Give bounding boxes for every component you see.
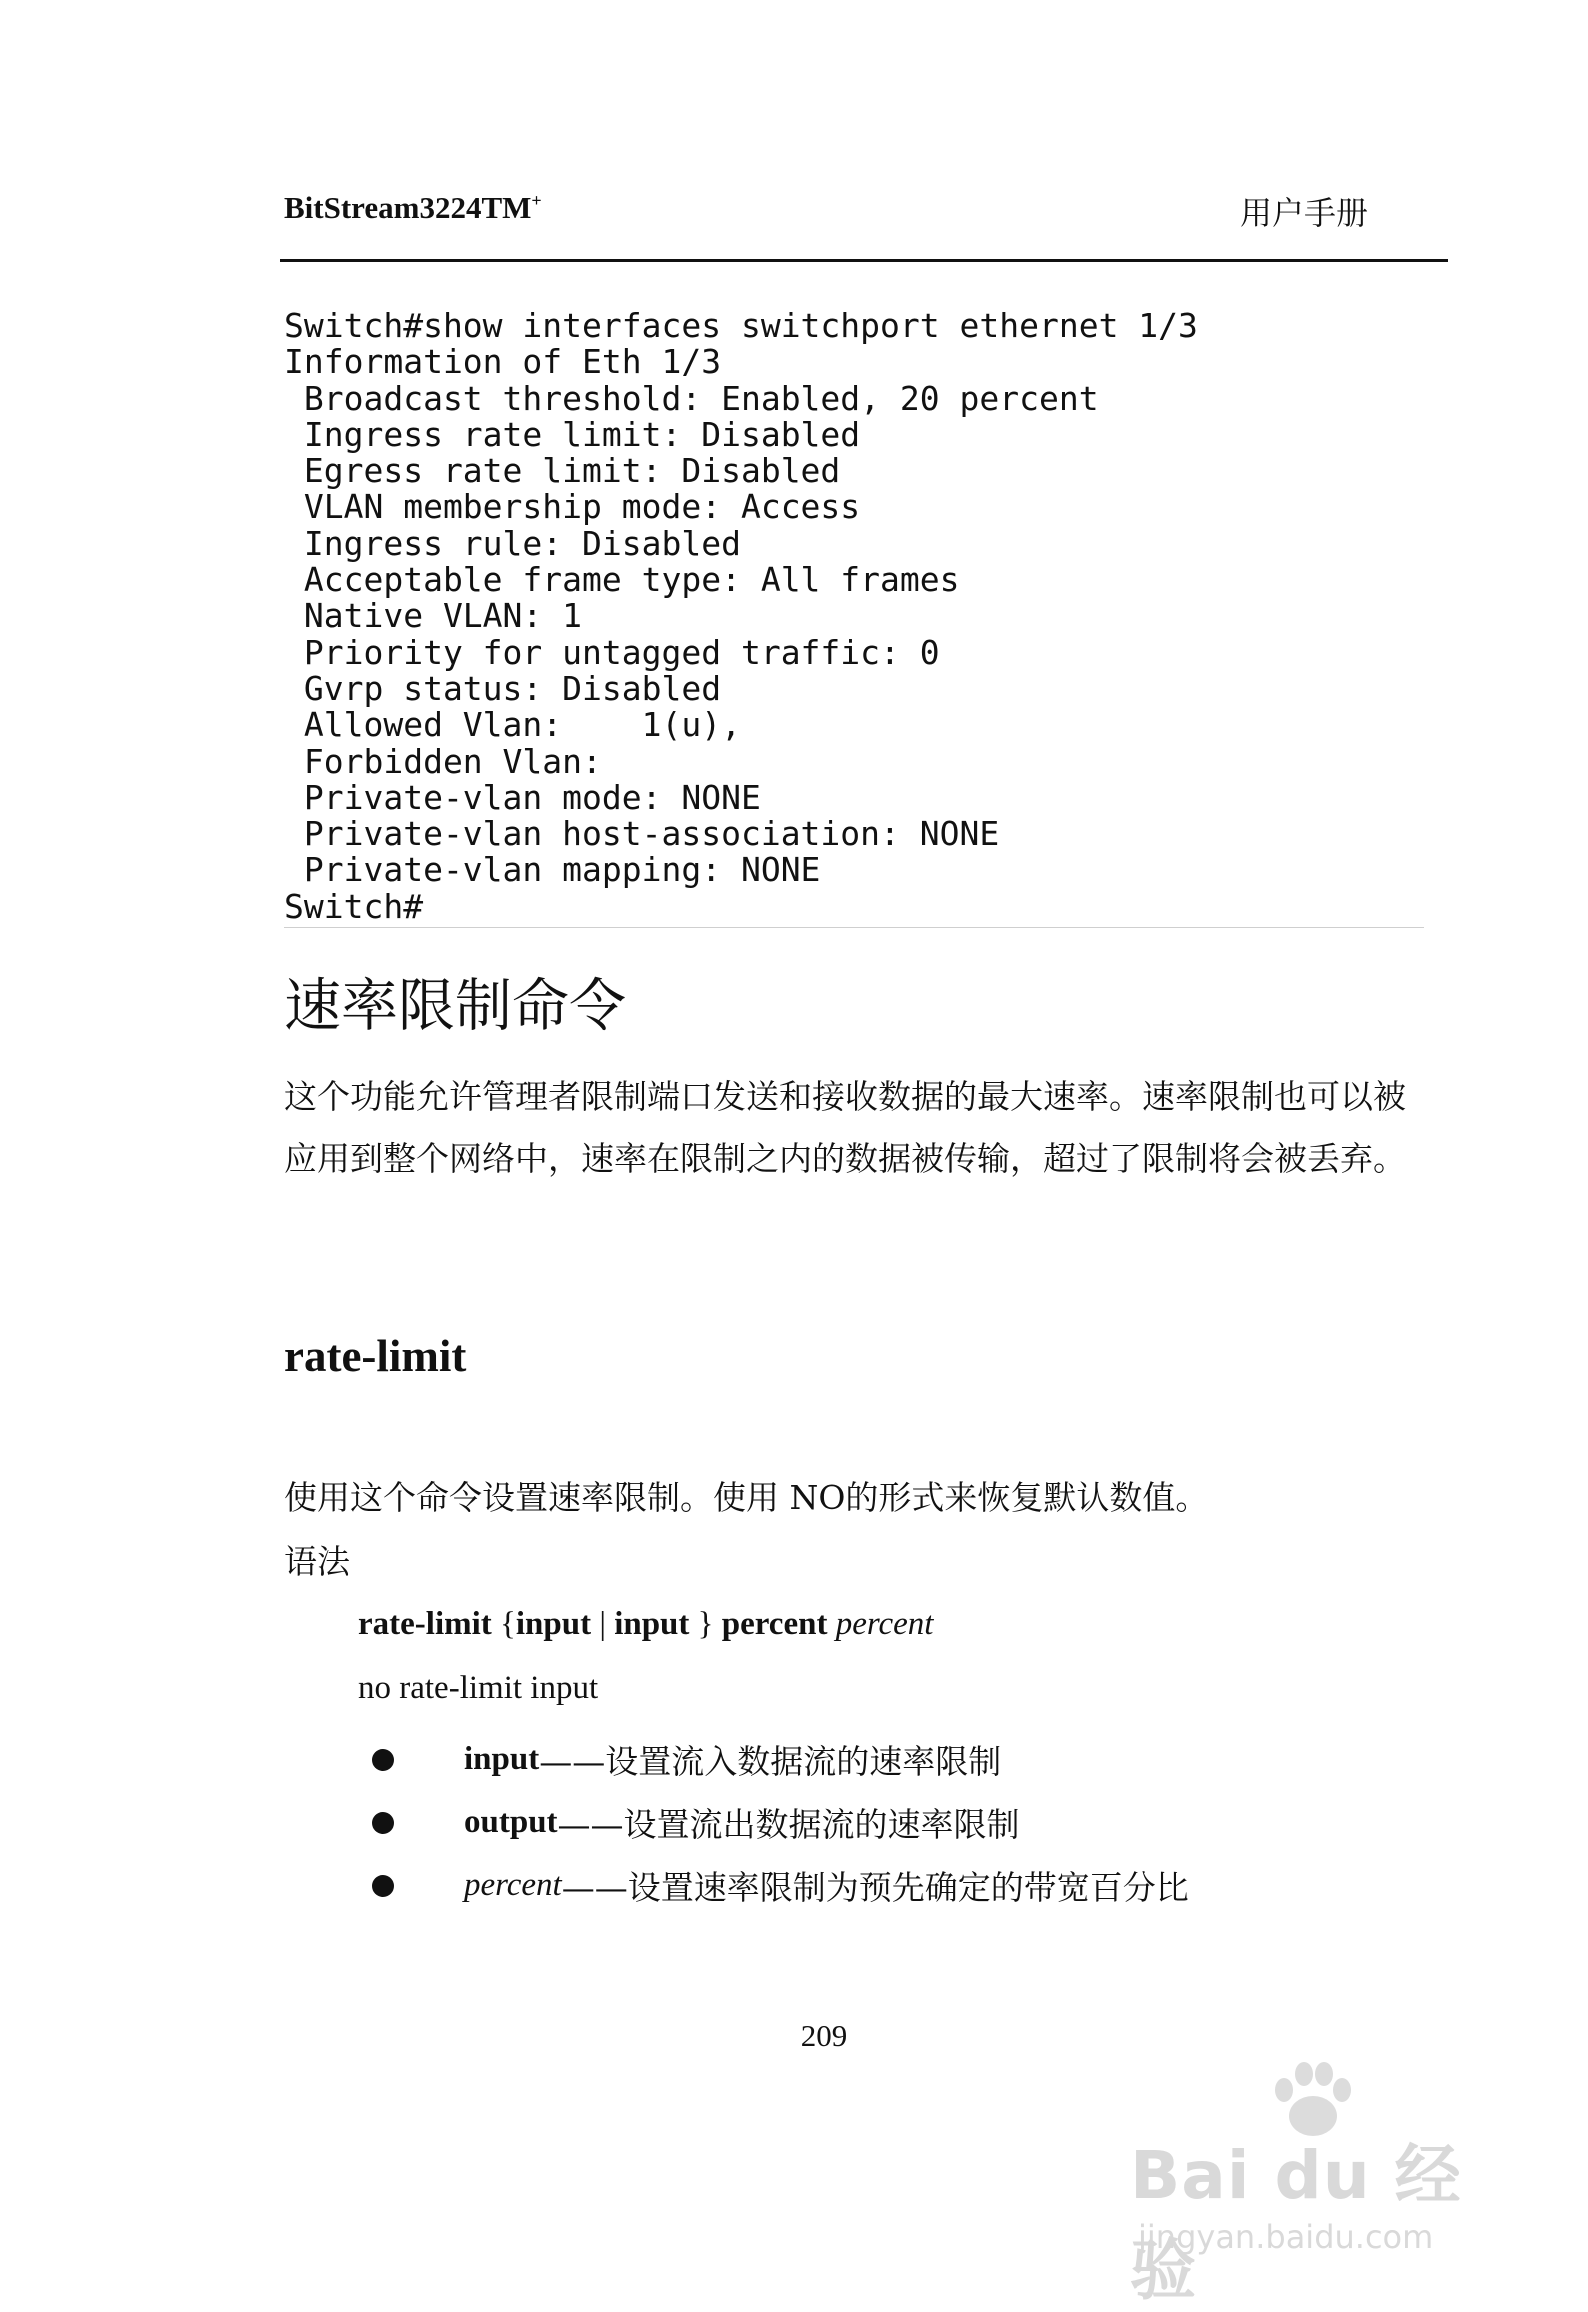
parameter-list <box>372 1728 1189 1917</box>
watermark-brand: Bai du 经验 <box>1130 2137 1462 2309</box>
watermark-url: jingyan.baidu.com <box>1138 2218 1434 2256</box>
syntax-label: 语法 <box>284 1542 350 1581</box>
param-desc: ——设置流入数据流的速率限制 <box>539 1742 1002 1781</box>
console-line: Switch#show interfaces switchport ethernet 1/3 <box>284 306 1198 345</box>
console-divider <box>284 927 1424 928</box>
console-line: Egress rate limit: Disabled <box>284 451 841 491</box>
syntax-line-1 <box>358 1606 933 1643</box>
syntax-brace-close: } <box>689 1606 722 1642</box>
section-paragraph: 这个功能允许管理者限制端口发送和接收数据的最大速率。速率限制也可以被应用到整个网络中，速率在限制之内的数据被传输，超过了限制将会被丢弃。 <box>284 1077 1406 1178</box>
list-item <box>372 1728 1189 1791</box>
command-usage: 使用这个命令设置速率限制。使用 NO的形式来恢复默认数值。 <box>284 1478 1209 1517</box>
console-output <box>284 308 1198 925</box>
syntax-keyword: rate-limit <box>358 1606 492 1642</box>
console-line: Priority for untagged traffic: 0 <box>284 632 940 672</box>
list-item <box>372 1791 1189 1854</box>
console-line: VLAN membership mode: Access <box>284 487 861 527</box>
console-line: Gvrp status: Disabled <box>284 668 722 708</box>
console-line: Private-vlan host-association: NONE <box>284 814 1000 854</box>
section-title: 速率限制命令 <box>284 973 626 1039</box>
page-header <box>284 188 1448 238</box>
bullet-icon <box>372 1875 394 1897</box>
syntax-keyword: percent <box>721 1606 828 1642</box>
param-term: input <box>464 1741 540 1777</box>
console-line: Private-vlan mapping: NONE <box>284 850 821 890</box>
bullet-icon <box>372 1812 394 1834</box>
header-divider <box>280 259 1448 262</box>
bullet-icon <box>372 1749 394 1771</box>
syntax-line-2: no rate-limit input <box>358 1670 599 1706</box>
console-line: Ingress rule: Disabled <box>284 523 741 563</box>
syntax-separator: | <box>591 1606 615 1642</box>
console-line: Information of Eth 1/3 <box>284 342 722 382</box>
param-desc: ——设置流出数据流的速率限制 <box>557 1805 1020 1844</box>
param-term: percent <box>464 1867 562 1903</box>
syntax-keyword: input <box>515 1606 592 1642</box>
console-line: Broadcast threshold: Enabled, 20 percent <box>284 378 1099 418</box>
console-line: Acceptable frame type: All frames <box>284 560 960 600</box>
syntax-brace-open: { <box>491 1606 516 1642</box>
console-line: Native VLAN: 1 <box>284 596 583 636</box>
syntax-argument: percent <box>827 1606 934 1642</box>
page-number: 209 <box>800 2018 848 2053</box>
model-superscript: + <box>531 190 542 211</box>
console-line: Switch# <box>284 886 424 926</box>
baidu-watermark <box>1130 2060 1510 2309</box>
product-model: BitStream3224TM+ <box>284 190 542 225</box>
console-line: Allowed Vlan: 1(u), <box>284 705 741 745</box>
syntax-keyword: input <box>614 1606 690 1642</box>
list-item <box>372 1854 1189 1917</box>
console-line: Forbidden Vlan: <box>284 741 602 781</box>
manual-label: 用户手册 <box>1239 194 1368 232</box>
param-desc: ——设置速率限制为预先确定的带宽百分比 <box>561 1868 1189 1907</box>
param-term: output <box>464 1804 558 1840</box>
command-title: rate-limit <box>284 1331 467 1381</box>
console-line: Ingress rate limit: Disabled <box>284 414 861 454</box>
console-line: Private-vlan mode: NONE <box>284 777 761 817</box>
